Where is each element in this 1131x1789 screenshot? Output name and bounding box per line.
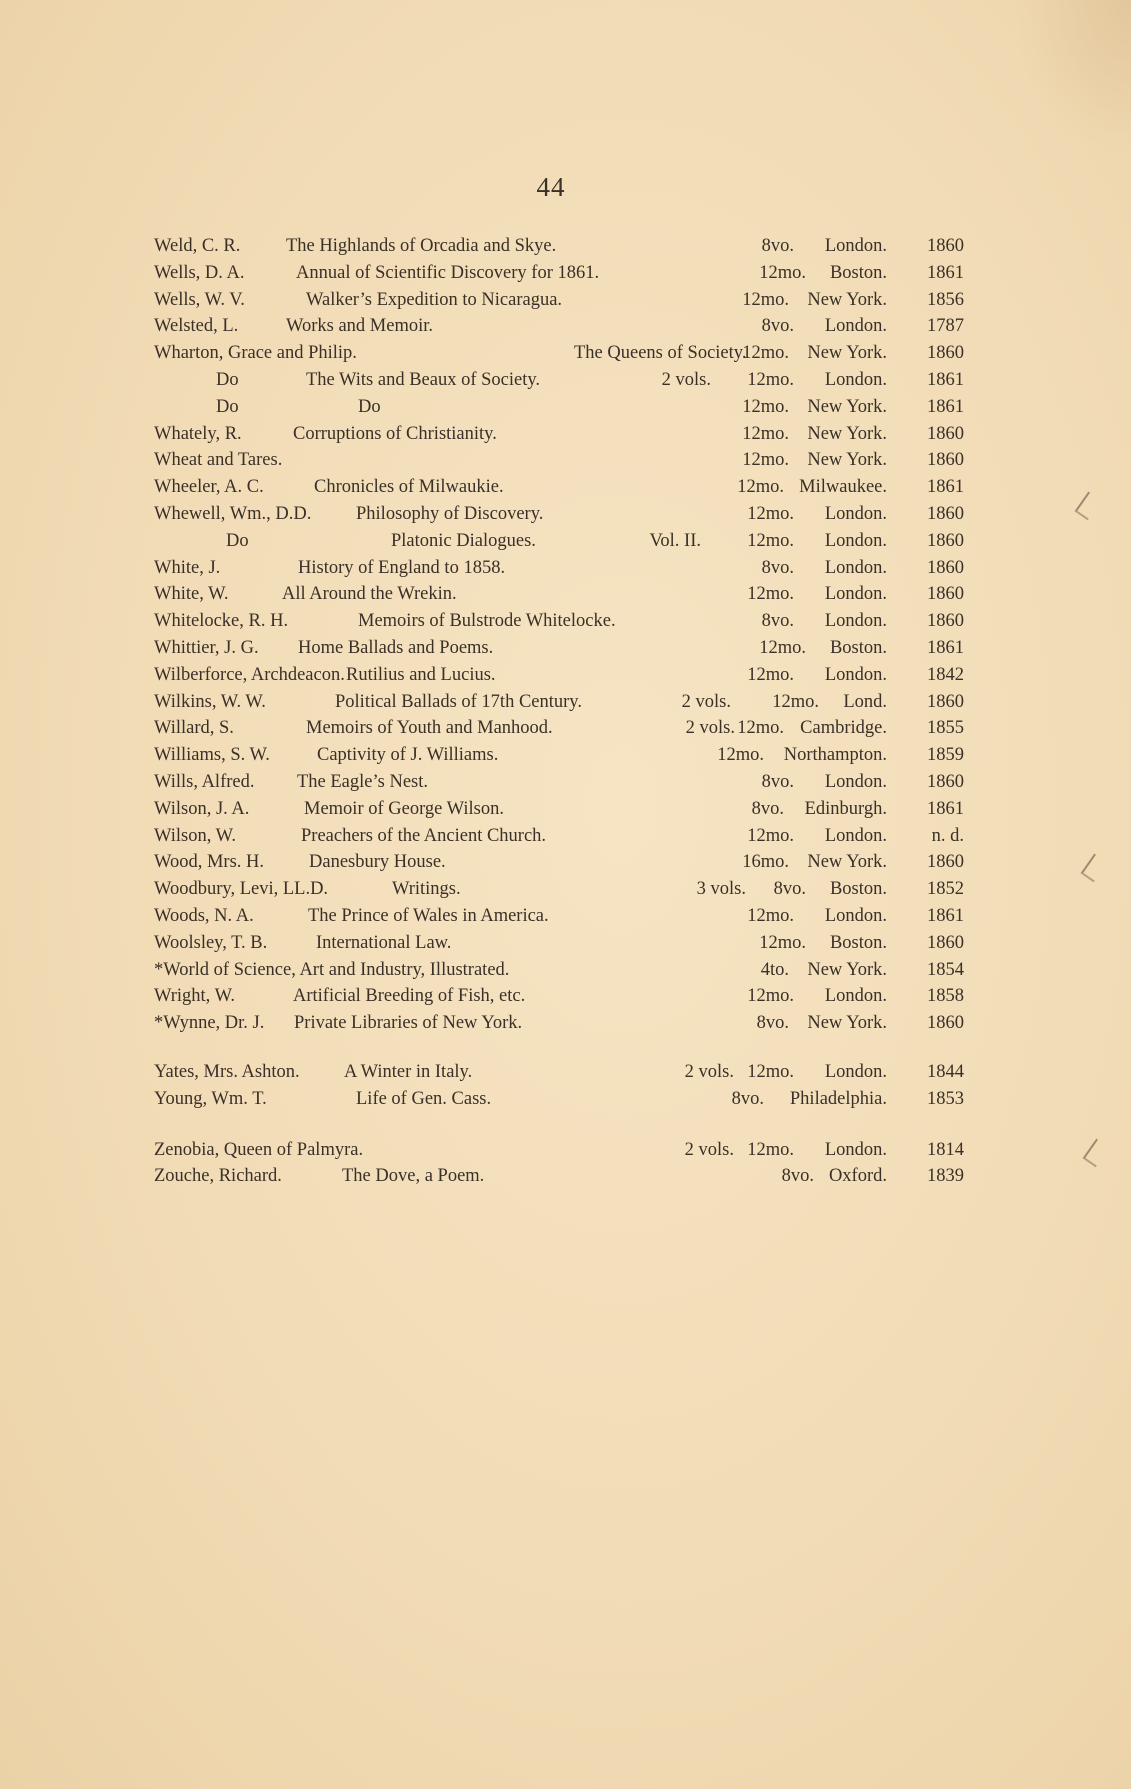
entry-author: Wells, W. V. — [154, 289, 245, 310]
entry-title: The Eagle’s Nest. — [297, 771, 428, 792]
entry-place: London. — [824, 771, 887, 792]
entry-place: Boston. — [829, 262, 887, 283]
entry-place: London. — [824, 557, 887, 578]
entry-author: Wilson, J. A. — [154, 798, 250, 819]
entry-volumes: 2 vols. — [681, 691, 731, 712]
entry-author: Young, Wm. T. — [154, 1088, 267, 1109]
entry-title: Walker’s Expedition to Nicaragua. — [306, 289, 563, 310]
entry-place: Edinburgh. — [804, 798, 887, 819]
entry-place: New York. — [807, 289, 887, 310]
catalogue-entry — [154, 421, 964, 448]
entry-author: Woodbury, Levi, LL.D. — [154, 879, 329, 900]
entry-year: 1861 — [927, 369, 964, 390]
entry-format: 12mo. — [747, 584, 794, 605]
entry-place: Boston. — [829, 879, 887, 900]
entry-place: New York. — [807, 423, 887, 444]
entry-author: Wheeler, A. C. — [154, 477, 264, 498]
entry-year: 1852 — [927, 879, 964, 900]
entry-author: Zenobia, Queen of Palmyra. — [154, 1139, 364, 1160]
entry-place: London. — [824, 530, 887, 551]
paper-tear-mark — [1080, 1135, 1110, 1171]
entry-title: Memoir of George Wilson. — [304, 798, 504, 819]
entry-format: 12mo. — [759, 932, 806, 953]
entry-title: Works and Memoir. — [286, 316, 434, 337]
entry-title: The Dove, a Poem. — [342, 1166, 485, 1187]
entry-author: Yates, Mrs. Ashton. — [154, 1061, 300, 1082]
catalogue-entry — [154, 957, 964, 984]
entry-title: All Around the Wrekin. — [282, 584, 457, 605]
catalogue-entry — [154, 287, 964, 314]
catalogue-entry — [154, 1010, 964, 1037]
entry-place: New York. — [807, 1013, 887, 1034]
catalogue-entry — [154, 608, 964, 635]
catalogue-entry — [154, 528, 964, 555]
entry-title: Memoirs of Youth and Manhood. — [306, 718, 553, 739]
catalogue-entry — [154, 635, 964, 662]
entry-year: 1861 — [927, 905, 964, 926]
entry-title: International Law. — [316, 932, 452, 953]
entry-place: London. — [824, 503, 887, 524]
entry-title: Home Ballads and Poems. — [298, 637, 494, 658]
entry-format: 8vo. — [756, 1013, 789, 1034]
entry-format: 8vo. — [761, 236, 794, 256]
entry-author: Willard, S. — [154, 718, 234, 739]
entry-author: Whittier, J. G. — [154, 637, 259, 658]
catalogue-entry — [154, 1137, 964, 1164]
entry-format: 16mo. — [742, 852, 789, 873]
entry-place: London. — [824, 236, 887, 256]
entry-place: Boston. — [829, 637, 887, 658]
entry-title: Philosophy of Discovery. — [356, 503, 544, 524]
entry-format: 12mo. — [759, 262, 806, 283]
catalogue-entry — [154, 555, 964, 582]
entry-year: 1860 — [927, 530, 964, 551]
entry-year: 1860 — [927, 691, 964, 712]
entry-year: 1860 — [927, 584, 964, 605]
entry-format: 12mo. — [747, 986, 794, 1007]
entry-place: Cambridge. — [800, 718, 887, 739]
entry-volumes: 2 vols. — [661, 369, 711, 390]
entry-place: London. — [824, 986, 887, 1007]
catalogue-entry — [154, 715, 964, 742]
catalogue-entry — [154, 849, 964, 876]
entry-format: 12mo. — [747, 369, 794, 390]
entry-author: Woolsley, T. B. — [154, 932, 268, 953]
entry-title: The Wits and Beaux of Society. — [306, 369, 541, 390]
entry-year: 1861 — [927, 262, 964, 283]
entry-format: 12mo. — [747, 825, 794, 846]
entry-place: Philadelphia. — [789, 1088, 887, 1109]
entry-year: 1861 — [927, 637, 964, 658]
entry-place: Milwaukee. — [799, 477, 887, 498]
entry-title: History of England to 1858. — [298, 557, 506, 578]
entry-title: Memoirs of Bulstrode Whitelocke. — [358, 611, 616, 632]
entry-volumes: Vol. II. — [649, 530, 701, 551]
entry-title: Do — [358, 396, 381, 417]
entry-format: 12mo. — [747, 503, 794, 524]
catalogue-entry — [154, 313, 964, 340]
entry-year: 1861 — [927, 798, 964, 819]
entry-year: 1860 — [927, 343, 964, 364]
entry-title: Corruptions of Christianity. — [293, 423, 497, 444]
entry-author: Wood, Mrs. H. — [154, 852, 265, 873]
entry-volumes: 2 vols. — [685, 718, 735, 739]
catalogue-entry — [154, 796, 964, 823]
entry-year: 1860 — [927, 611, 964, 632]
entry-format: 12mo. — [717, 745, 764, 766]
entry-format: 8vo. — [761, 557, 794, 578]
entry-format: 12mo. — [737, 718, 784, 739]
entry-format: 12mo. — [742, 396, 789, 417]
entry-place: Lond. — [843, 691, 887, 712]
entry-author: Do — [216, 396, 239, 417]
entry-format: 8vo. — [751, 798, 784, 819]
catalogue-entry — [154, 930, 964, 957]
entry-year: 1860 — [927, 932, 964, 953]
entry-title: Danesbury House. — [309, 852, 446, 873]
catalogue-entry — [154, 367, 964, 394]
catalogue-entry — [154, 581, 964, 608]
catalogue-entry — [154, 876, 964, 903]
entry-author: Wilberforce, Archdeacon. — [154, 664, 345, 685]
entry-place: London. — [824, 664, 887, 685]
entry-place: London. — [824, 1139, 887, 1160]
catalogue-entry — [154, 662, 964, 689]
entry-author: *Wynne, Dr. J. — [154, 1013, 265, 1034]
entry-year: 1855 — [927, 718, 964, 739]
entry-year: 1859 — [927, 745, 964, 766]
entry-author: Wells, D. A. — [154, 262, 245, 283]
entry-title: The Highlands of Orcadia and Skye. — [286, 236, 557, 256]
entry-format: 12mo. — [747, 530, 794, 551]
catalogue-entry — [154, 1163, 964, 1190]
entry-author: Whately, R. — [154, 423, 242, 444]
catalogue-entry — [154, 474, 964, 501]
entry-title: Captivity of J. Williams. — [317, 745, 499, 766]
entry-author: Whewell, Wm., D.D. — [154, 503, 312, 524]
entry-title: The Queens of Society. — [574, 343, 747, 364]
catalogue-entry — [154, 394, 964, 421]
entry-title: Writings. — [392, 879, 461, 900]
entry-author: White, W. — [154, 584, 229, 605]
entry-year: 1860 — [927, 450, 964, 471]
entry-author: Williams, S. W. — [154, 745, 270, 766]
entry-format: 12mo. — [742, 289, 789, 310]
entry-place: New York. — [807, 343, 887, 364]
entry-format: 12mo. — [742, 423, 789, 444]
entry-title: Platonic Dialogues. — [391, 530, 536, 551]
entry-year: 1842 — [927, 664, 964, 685]
entry-format: 12mo. — [747, 905, 794, 926]
entry-author: Weld, C. R. — [154, 236, 241, 256]
entry-place: Boston. — [829, 932, 887, 953]
entry-author: Wills, Alfred. — [154, 771, 255, 792]
entry-title: A Winter in Italy. — [344, 1061, 473, 1082]
entry-year: 1814 — [927, 1139, 964, 1160]
entry-title: Political Ballads of 17th Century. — [335, 691, 582, 712]
catalogue-entry — [154, 1086, 964, 1113]
entry-year: 1787 — [927, 316, 964, 337]
entry-place: London. — [824, 584, 887, 605]
entry-author: Wright, W. — [154, 986, 235, 1007]
entry-place: New York. — [807, 959, 887, 980]
entry-format: 12mo. — [742, 450, 789, 471]
entry-title: Annual of Scientific Discovery for 1861. — [296, 262, 600, 283]
entry-year: 1860 — [927, 423, 964, 444]
catalogue-entry — [154, 689, 964, 716]
entry-year: 1860 — [927, 236, 964, 256]
catalogue-entry — [154, 501, 964, 528]
entry-format: 12mo. — [737, 477, 784, 498]
entry-year: 1860 — [927, 503, 964, 524]
page-curl-shadow — [1011, 0, 1131, 160]
entry-author: White, J. — [154, 557, 221, 578]
entry-year: 1854 — [927, 959, 964, 980]
catalogue-entry — [154, 769, 964, 796]
entry-title: Artificial Breeding of Fish, etc. — [293, 986, 526, 1007]
entry-place: New York. — [807, 852, 887, 873]
catalogue-entry — [154, 233, 964, 260]
entry-place: London. — [824, 1061, 887, 1082]
entry-year: 1853 — [927, 1088, 964, 1109]
entry-year: 1839 — [927, 1166, 964, 1187]
entry-year: 1858 — [927, 986, 964, 1007]
entry-author: Wilkins, W. W. — [154, 691, 266, 712]
entry-author: Welsted, L. — [154, 316, 239, 337]
catalogue-entry — [154, 1059, 964, 1086]
entry-format: 8vo. — [761, 316, 794, 337]
entry-place: London. — [824, 316, 887, 337]
entry-title: Chronicles of Milwaukie. — [314, 477, 504, 498]
entry-place: London. — [824, 905, 887, 926]
entry-format: 12mo. — [747, 664, 794, 685]
entry-format: 8vo. — [761, 771, 794, 792]
entry-year: 1861 — [927, 477, 964, 498]
entry-place: London. — [824, 369, 887, 390]
entry-title: Private Libraries of New York. — [294, 1013, 523, 1034]
entry-volumes: 2 vols. — [684, 1061, 734, 1082]
entry-year: 1860 — [927, 852, 964, 873]
paper-tear-mark — [1072, 488, 1102, 524]
catalogue-entry — [154, 340, 964, 367]
entry-year: 1860 — [927, 557, 964, 578]
entry-author: Wharton, Grace and Philip. — [154, 343, 357, 364]
entry-format: 8vo. — [773, 879, 806, 900]
entry-place: Oxford. — [828, 1166, 887, 1187]
entry-author: Woods, N. A. — [154, 905, 254, 926]
entry-format: 12mo. — [747, 1061, 794, 1082]
entry-year: 1861 — [927, 396, 964, 417]
entry-year: n. d. — [931, 825, 964, 846]
entry-author: Whitelocke, R. H. — [154, 611, 289, 632]
entry-format: 8vo. — [761, 611, 794, 632]
entry-author: *World of Science, Art and Industry, Illustrated. — [154, 959, 510, 980]
entry-title: Rutilius and Lucius. — [346, 664, 496, 685]
entry-format: 12mo. — [772, 691, 819, 712]
catalogue-entry — [154, 903, 964, 930]
entry-author: Do — [216, 369, 239, 390]
entry-author: Zouche, Richard. — [154, 1166, 282, 1187]
entry-place: New York. — [807, 396, 887, 417]
entry-volumes: 2 vols. — [684, 1139, 734, 1160]
catalogue-entry — [154, 447, 964, 474]
entry-place: London. — [824, 611, 887, 632]
entry-year: 1860 — [927, 1013, 964, 1034]
entry-title: Life of Gen. Cass. — [356, 1088, 492, 1109]
entry-format: 12mo. — [742, 343, 789, 364]
catalogue-entry — [154, 260, 964, 287]
entry-author: Wheat and Tares. — [154, 450, 283, 471]
entry-format: 12mo. — [747, 1139, 794, 1160]
page-number: 44 — [536, 172, 566, 202]
entry-year: 1860 — [927, 771, 964, 792]
entry-year: 1844 — [927, 1061, 964, 1082]
catalogue-entry — [154, 983, 964, 1010]
entry-format: 8vo. — [731, 1088, 764, 1109]
entry-place: London. — [824, 825, 887, 846]
entry-author: Wilson, W. — [154, 825, 237, 846]
catalogue-entry — [154, 823, 964, 850]
entry-place: Northampton. — [783, 745, 887, 766]
entry-format: 4to. — [760, 959, 789, 980]
entry-year: 1856 — [927, 289, 964, 310]
entry-place: New York. — [807, 450, 887, 471]
entry-format: 8vo. — [781, 1166, 814, 1187]
paper-tear-mark — [1078, 850, 1108, 886]
entry-format: 12mo. — [759, 637, 806, 658]
catalogue-entries — [154, 233, 964, 1190]
catalogue-entry — [154, 742, 964, 769]
entry-volumes: 3 vols. — [696, 879, 746, 900]
entry-author: Do — [226, 530, 249, 551]
entry-title: Preachers of the Ancient Church. — [301, 825, 547, 846]
entry-title: The Prince of Wales in America. — [308, 905, 549, 926]
